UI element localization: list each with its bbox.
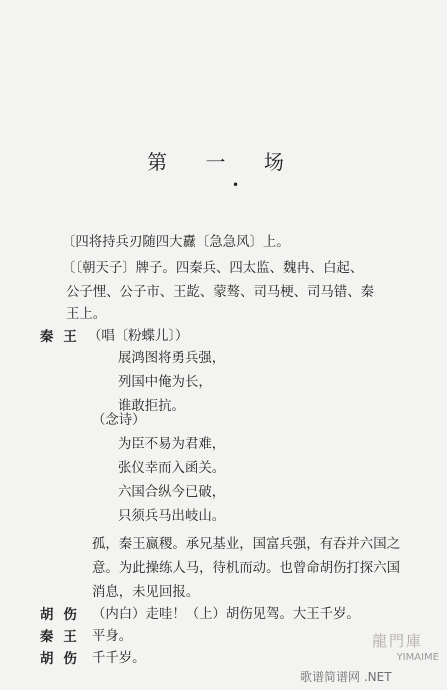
- stage-direction-4: 王上。: [66, 307, 107, 322]
- dialogue-line-3: 千千岁。: [92, 651, 146, 666]
- sung-line-1: 展鸿图将勇兵强，: [118, 351, 226, 366]
- recite-label: （念诗）: [92, 413, 146, 428]
- stage-direction-3: 公子悝、公子市、王龁、蒙骜、司马梗、司马错、秦: [66, 285, 374, 300]
- role-qin-wang: 秦王: [40, 329, 87, 345]
- monologue-line-1: 孤，秦王嬴稷。承兄基业，国富兵强，有吞并六国之: [92, 537, 400, 552]
- poem-line-2: 张仪幸而入函关。: [118, 461, 226, 476]
- watermark-brand: 龍門庫: [371, 632, 423, 650]
- poem-line-1: 为臣不易为君难，: [118, 437, 226, 452]
- role-hu-shang-2: 胡伤: [40, 651, 87, 667]
- title-dot: •: [232, 178, 240, 192]
- role-qin-wang-2: 秦王: [40, 629, 87, 645]
- sung-line-2: 列国中俺为长，: [118, 375, 212, 390]
- poem-line-3: 六国合纵今已破，: [118, 485, 226, 500]
- stage-direction-1: 〔四将持兵刃随四大纛〔急急风〕上。: [62, 235, 290, 250]
- stage-direction-2: 〔〔朝天子〕牌子。四秦兵、四太监、魏冉、白起、: [62, 261, 364, 276]
- dialogue-line-2: 平身。: [92, 629, 133, 644]
- role-hu-shang: 胡伤: [40, 607, 87, 623]
- watermark-bottom: 歌谱简谱网 .NET: [300, 670, 392, 684]
- watermark-site: YIMAIME: [396, 652, 439, 663]
- monologue-line-3: 消息，未见回报。: [92, 585, 200, 600]
- sung-line-3: 谁敢拒抗。: [118, 399, 185, 414]
- poem-line-4: 只须兵马出岐山。: [118, 509, 226, 524]
- dialogue-line-1: （内白）走哇！（上）胡伤见驾。大王千岁。: [92, 607, 360, 622]
- scene-title: 第 一 场: [147, 150, 300, 174]
- sung-tune: （唱〔粉蝶儿〕）: [88, 329, 189, 344]
- monologue-line-2: 意。为此操练人马，待机而动。也曾命胡伤打探六国: [92, 561, 400, 576]
